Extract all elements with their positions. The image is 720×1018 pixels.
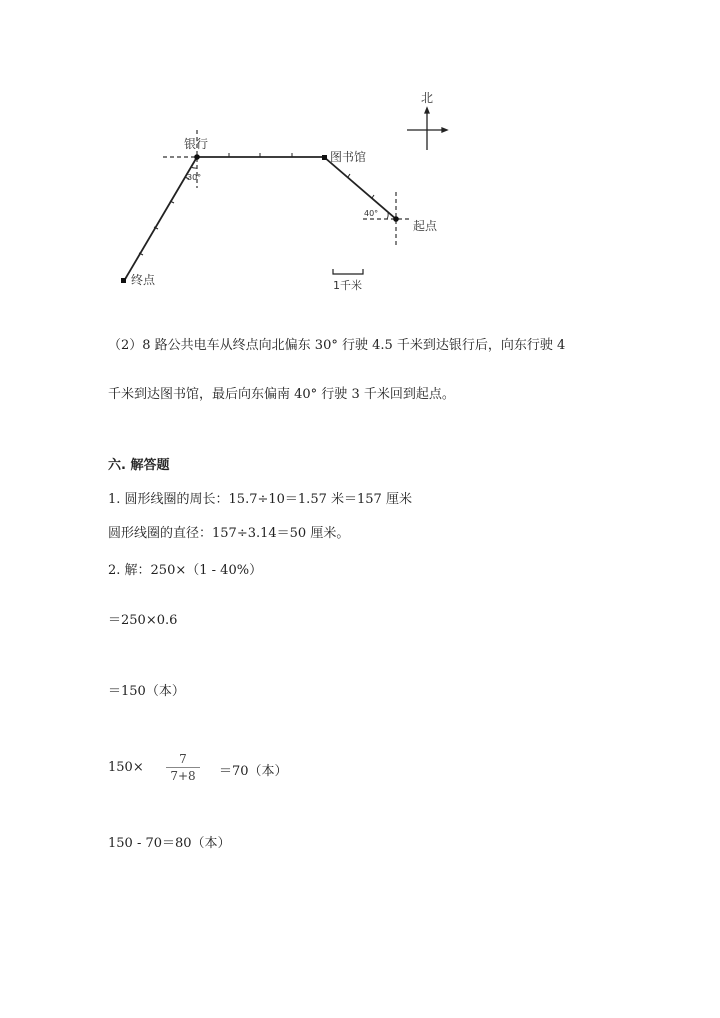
end-label: 终点 [131,273,156,287]
answer-line: 圆形线圈的直径：157÷3.14＝50 厘米。 [108,526,350,541]
route-diagram [0,0,720,310]
compass-icon [407,108,447,150]
fraction-prefix: 150× [108,760,144,775]
tick-marks [139,153,374,255]
section-heading: 六. 解答题 [108,458,170,473]
start-label: 起点 [413,219,438,233]
points [121,154,399,283]
fraction [166,752,200,783]
scale-bar [333,269,363,274]
route-lines [124,157,396,281]
problem2-line2: 千米到达图书馆，最后向东偏南 40° 行驶 3 千米回到起点。 [108,387,455,402]
answer-line: 2. 解：250×（1 - 40%） [108,563,263,578]
answer-line: ＝150（本） [108,684,185,699]
answer-line: ＝250×0.6 [108,613,178,628]
fraction-numerator: 7 [166,752,200,768]
north-label: 北 [421,91,434,105]
problem2-line1: （2）8 路公共电车从终点向北偏东 30° 行驶 4.5 千米到达银行后，向东行驶 4 [108,338,566,353]
fraction-denominator: 7+8 [170,769,196,783]
fraction-suffix: ＝70（本） [219,764,288,779]
answer-line: 1. 圆形线圈的周长：15.7÷10＝1.57 米＝157 厘米 [108,492,412,507]
angle-30-label: 30° [187,173,202,182]
library-label: 图书馆 [330,150,367,164]
answer-line: 150 - 70＝80（本） [108,836,231,851]
angle-40-label: 40° [364,209,379,218]
bank-label: 银行 [184,137,209,151]
scale-label: 1千米 [333,279,362,292]
